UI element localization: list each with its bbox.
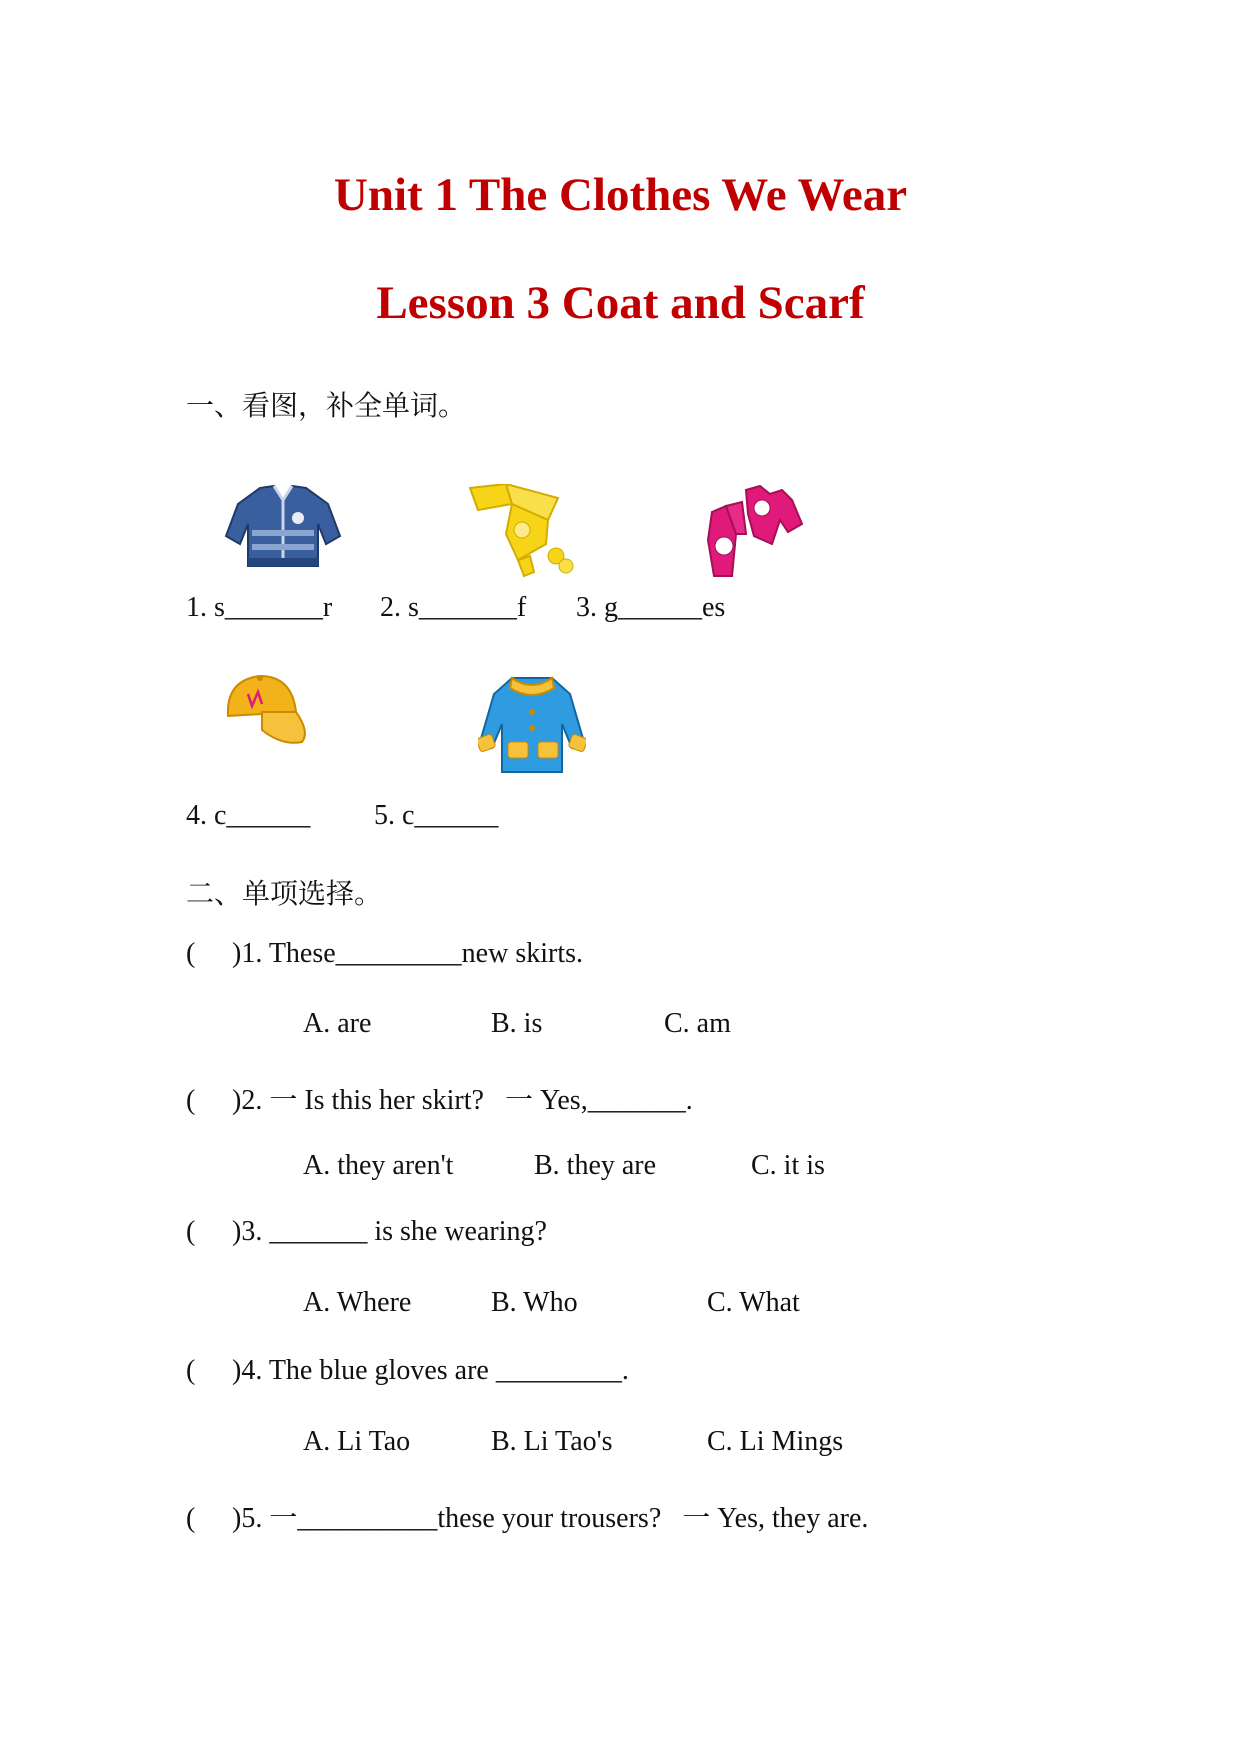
option-c: C. Li Mings [707, 1426, 844, 1457]
answer-paren: ( [186, 1085, 196, 1116]
option-b: B. they are [534, 1150, 657, 1181]
page-title: Unit 1 The Clothes We Wear [333, 169, 908, 221]
section-2-heading: 二、单项选择。 [186, 877, 383, 910]
option-c: C. am [664, 1008, 731, 1039]
sweater-icon [224, 484, 342, 570]
answer-paren: ( [186, 1216, 196, 1247]
question-3 [186, 1216, 547, 1248]
option-c: C. it is [751, 1150, 825, 1181]
option-a: A. Li Tao [303, 1426, 411, 1457]
question-text: )1. These_________new skirts. [232, 938, 583, 969]
gloves-icon [702, 484, 806, 580]
answer-paren: ( [186, 938, 196, 969]
option-a: A. they aren't [303, 1150, 454, 1181]
scarf-icon [462, 484, 578, 580]
answer-paren: ( [186, 1503, 196, 1534]
question-text: )3. _______ is she wearing? [232, 1216, 547, 1247]
lesson-title: Lesson 3 Coat and Scarf [376, 277, 865, 329]
word-blank-1: 1. s_______r [186, 592, 333, 623]
answer-paren: ( [186, 1355, 196, 1386]
question-5 [186, 1496, 868, 1536]
option-a: A. Where [303, 1287, 412, 1318]
question-text: )4. The blue gloves are _________. [232, 1355, 629, 1386]
word-blank-3: 3. g______es [576, 592, 726, 623]
option-b: B. is [491, 1008, 543, 1039]
section-1-heading: 一、看图，补全单词。 [186, 389, 467, 422]
cap-icon [222, 672, 310, 750]
option-b: B. Who [491, 1287, 578, 1318]
option-b: B. Li Tao's [491, 1426, 613, 1457]
question-text: )2. 一 Is this her skirt? 一 Yes,_______. [232, 1085, 693, 1116]
question-1 [186, 938, 583, 970]
coat-icon [478, 672, 586, 776]
question-4 [186, 1355, 629, 1387]
option-c: C. What [707, 1287, 800, 1318]
question-text: )5. 一__________these your trousers? 一 Yes, they are. [232, 1503, 869, 1534]
word-blank-5: 5. c______ [374, 800, 499, 831]
word-blank-4: 4. c______ [186, 800, 311, 831]
word-blank-2: 2. s_______f [380, 592, 527, 623]
option-a: A. are [303, 1008, 372, 1039]
question-2 [186, 1078, 693, 1118]
